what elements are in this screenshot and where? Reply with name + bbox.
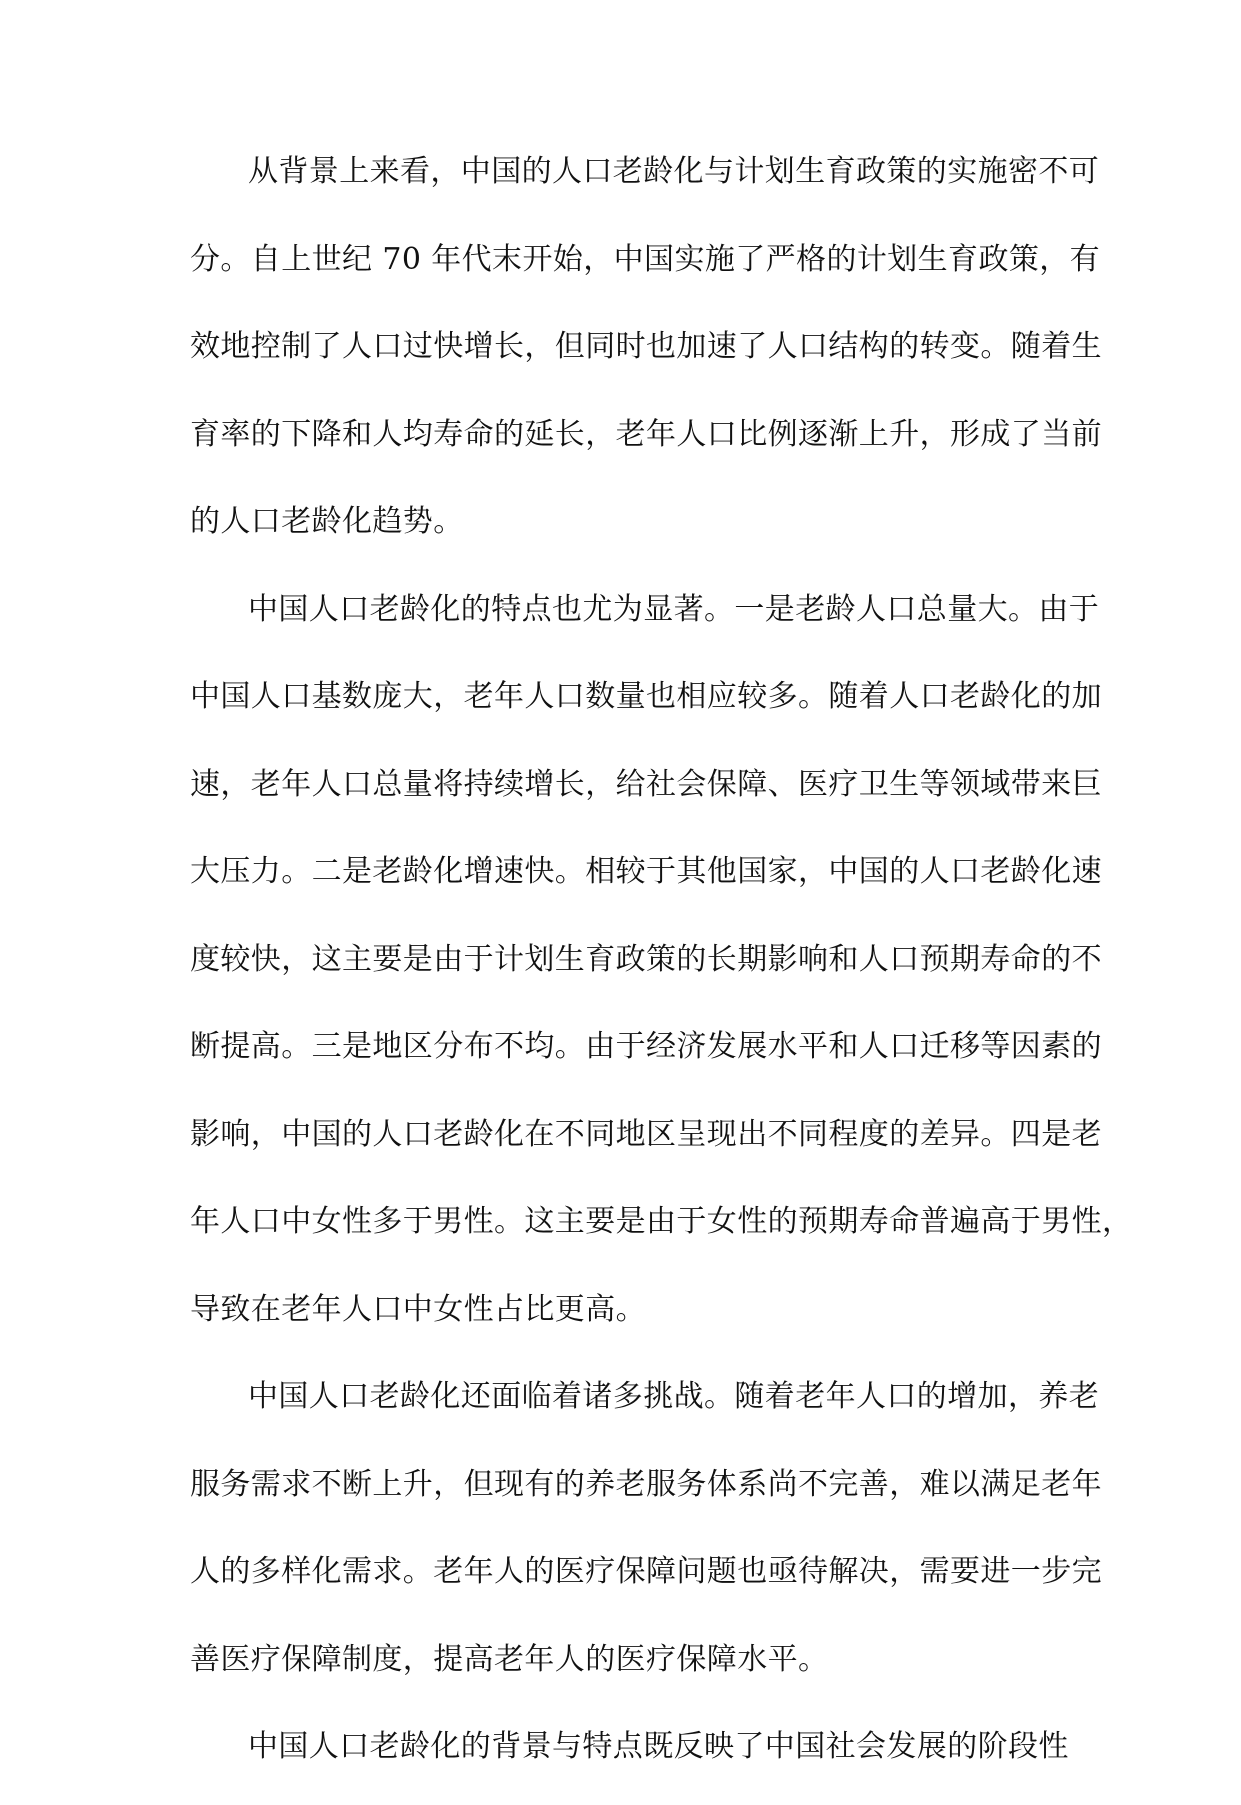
text-line: 大压力。二是老龄化增速快。相较于其他国家，中国的人口老龄化速 <box>190 854 1102 889</box>
text-line: 育率的下降和人均寿命的延长，老年人口比例逐渐上升，形成了当前 <box>190 416 1102 452</box>
text-line: 断提高。三是地区分布不均。由于经济发展水平和人口迁移等因素的 <box>190 1029 1102 1064</box>
text-line: 导致在老年人口中女性占比更高。 <box>190 1291 646 1327</box>
text-line: 人的多样化需求。老年人的医疗保障问题也亟待解决，需要进一步完 <box>190 1554 1102 1589</box>
text-line: 分。自上世纪 70 年代末开始，中国实施了严格的计划生育政策，有 <box>190 241 1101 277</box>
text-line: 速，老年人口总量将持续增长，给社会保障、医疗卫生等领域带来巨 <box>190 766 1102 802</box>
document-body <box>190 142 1133 1805</box>
paragraph-background <box>190 142 1102 580</box>
text-line: 善医疗保障制度，提高老年人的医疗保障水平。 <box>190 1641 829 1677</box>
paragraph-conclusion <box>190 1717 1069 1805</box>
text-line: 效地控制了人口过快增长，但同时也加速了人口结构的转变。随着生 <box>190 329 1102 364</box>
text-line: 中国人口基数庞大，老年人口数量也相应较多。随着人口老龄化的加 <box>190 679 1102 714</box>
text-line: 影响，中国的人口老龄化在不同地区呈现出不同程度的差异。四是老 <box>190 1116 1102 1152</box>
paragraph-characteristics <box>190 580 1133 1368</box>
text-line: 中国人口老龄化的背景与特点既反映了中国社会发展的阶段性 <box>248 1729 1069 1764</box>
text-line: 的人口老龄化趋势。 <box>190 504 464 539</box>
text-line: 中国人口老龄化的特点也尤为显著。一是老龄人口总量大。由于 <box>248 591 1100 627</box>
paragraph-challenges <box>190 1367 1102 1717</box>
text-line: 从背景上来看，中国的人口老龄化与计划生育政策的实施密不可 <box>248 154 1100 189</box>
text-line: 服务需求不断上升，但现有的养老服务体系尚不完善，难以满足老年 <box>190 1466 1102 1502</box>
text-line: 度较快，这主要是由于计划生育政策的长期影响和人口预期寿命的不 <box>190 941 1102 977</box>
text-line: 年人口中女性多于男性。这主要是由于女性的预期寿命普遍高于男性， <box>190 1204 1133 1239</box>
text-line: 中国人口老龄化还面临着诸多挑战。随着老年人口的增加，养老 <box>248 1379 1100 1414</box>
